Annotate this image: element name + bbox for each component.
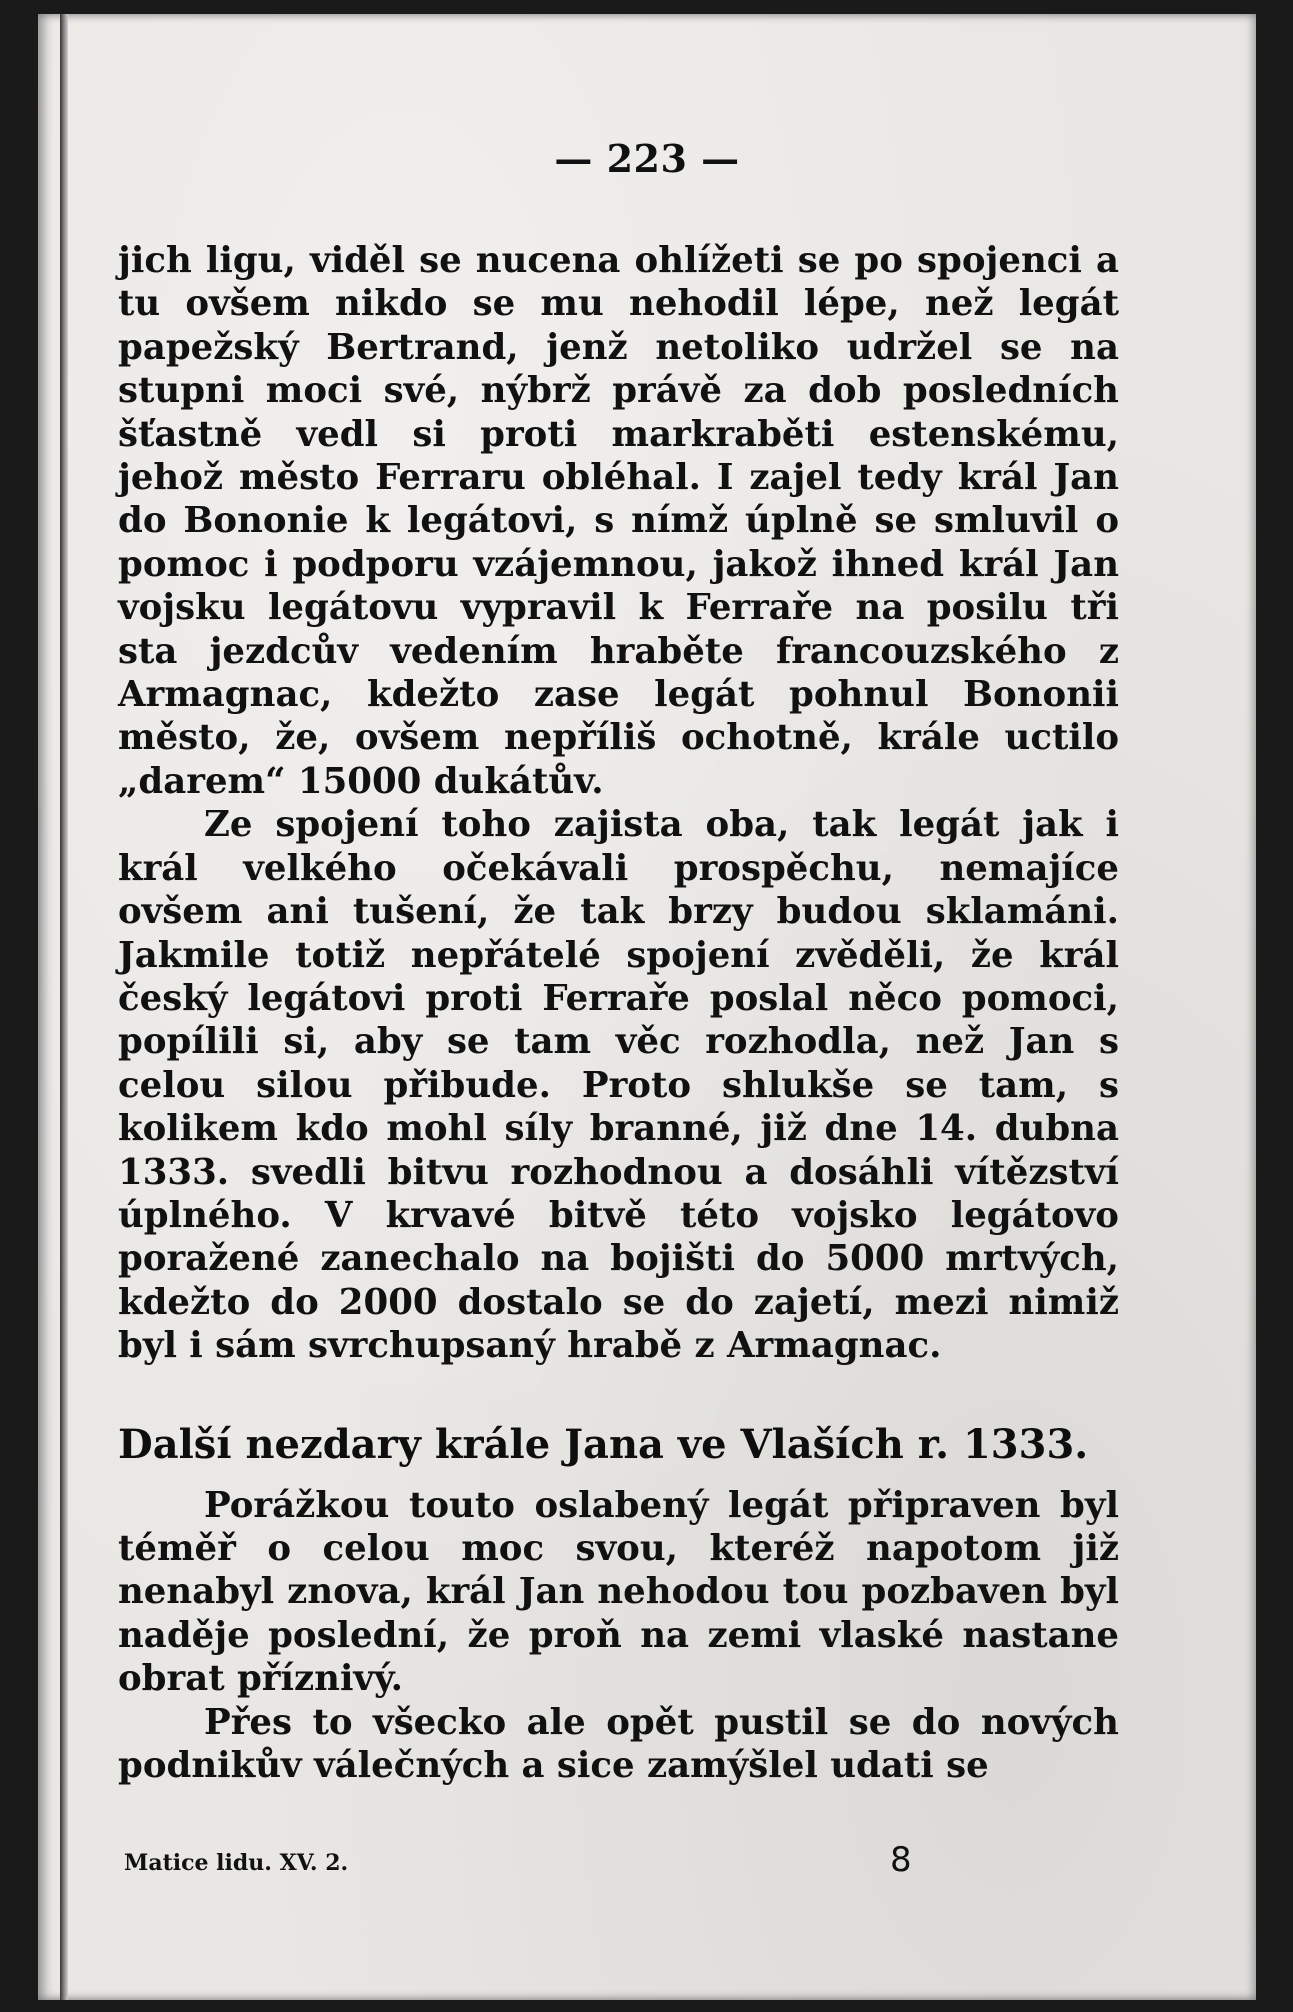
- paragraph: Přes to všecko ale opět pustil se do nových podnikův válečných a sice zamýšlel udati se: [118, 1701, 1119, 1786]
- page-number-header: — 223 —: [554, 136, 740, 181]
- section-heading: Další nezdary krále Jana ve Vlaších r. 1333.: [118, 1420, 1089, 1468]
- footer-signature: Matice lidu. XV. 2.: [124, 1850, 349, 1876]
- book-spine-shadow: [60, 14, 68, 2000]
- paragraph: Porážkou touto oslabený legát připraven byl téměř o celou moc svou, kteréž napotom již nenabyl znova, král Jan nehodou tou pozbaven byl naděje poslední, že proň na zemi vlaské nastane obrat příznivý.: [118, 1484, 1119, 1700]
- footer-sheet-number: 8: [890, 1840, 912, 1880]
- paragraph: Ze spojení toho zajista oba, tak legát jak i král velkého očekávali prospěchu, nemajíce ovšem ani tušení, že tak brzy budou sklamáni. Jakmile totiž nepřátelé spojení zvěděli, že král český legátovi proti Ferraře poslal něco pomoci, popílili si, aby se tam věc rozhodla, než Jan s celou silou přibude. Proto shlukše se tam, s kolikem kdo mohl síly branné, již dne 14. dubna 1333. svedli bitvu rozhodnou a dosáhli vítězství úplného. V krvavé bitvě této vojsko legátovo poražené zanechalo na bojišti do 5000 mrtvých, kdežto do 2000 dostalo se do zajetí, mezi nimiž byl i sám svrchupsaný hrabě z Armagnac.: [118, 804, 1119, 1367]
- body-text: [118, 239, 1119, 1787]
- paragraph-continued: jich ligu, viděl se nucena ohlížeti se po spojenci a tu ovšem nikdo se mu nehodil lépe, než legát papežský Bertrand, jenž netoliko udržel se na stupni moci své, nýbrž právě za dob posledních šťastně vedl si proti markraběti estenskému, jehož město Ferraru obléhal. I zajel tedy král Jan do Bononie k legátovi, s nímž úplně se smluvil o pomoc i podporu vzájemnou, jakož ihned král Jan vojsku legátovu vypravil k Ferraře na posilu tři sta jezdcův vedením hraběte francouzského z Armagnac, kdežto zase legát pohnul Bononii město, že, ovšem nepříliš ochotně, krále uctilo „darem“ 15000 dukátův.: [118, 240, 1119, 802]
- book-page: [38, 14, 1256, 2000]
- page-footer: [120, 1838, 912, 1888]
